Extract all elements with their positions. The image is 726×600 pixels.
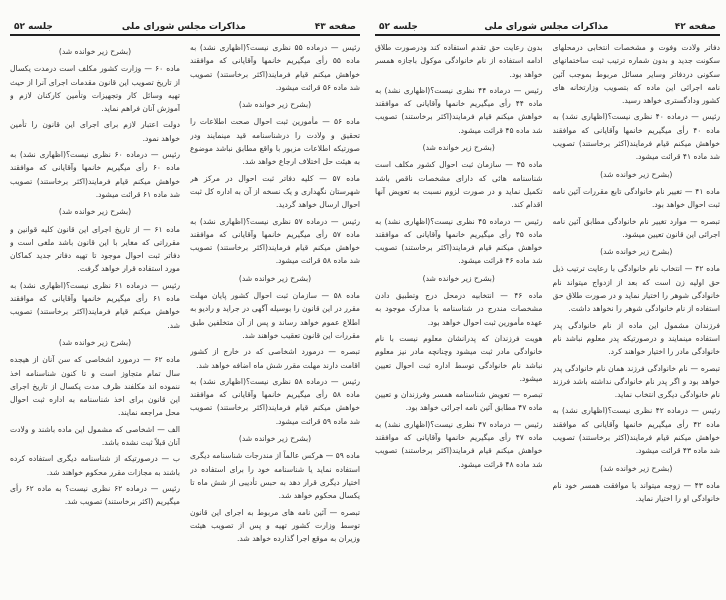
publication-title: مذاکرات مجلس شورای ملی	[484, 22, 609, 32]
page-header	[375, 22, 720, 36]
paragraph: ماده ۴۲ — انتخاب نام خانوادگی با رعایت ترتیب ذیل حق اولیه زن است که بعد از ازدواج میتواند نام خانوادگی شوهر را اختیار نماید و در صورت طلاق حق استفاده از نام خانوادگی شوهر را نخواهد داشت.	[552, 264, 720, 314]
paragraph: ماده ۴۱ — تغییر نام خانوادگی تابع مقررات آئین نامه ثبت احوال خواهد بود.	[552, 186, 720, 210]
reading-note: (بشرح زیر خوانده شد)	[238, 100, 312, 110]
page-header	[10, 22, 360, 36]
paragraph: تبصره — نام خانوادگی فرزند همان نام خانوادگی پدر خواهد بود و اگر پدر نام خانوادگی نداشته باشد فرزند نام خانوادگی دیگری انتخاب نماید.	[552, 363, 720, 400]
paragraph: رئیس — درماده ۵۷ نظری نیست؟(اظهاری نشد) به ماده ۵۷ رأی میگیریم خانمها وآقایانی که موافقند خواهش میکنم قیام فرمایند(اکثر برخاستند) تصویب شد ماده ۵۸ قرائت میشود.	[190, 216, 360, 266]
paragraph: تبصره — درمورد اشخاصی که در خارج از کشور اقامت دارند مهلت مقرر شش ماه اضافه خواهد شد.	[190, 347, 360, 370]
left-page	[10, 22, 360, 592]
paragraph: ماده ۵۷ — کلیه دفاتر ثبت احوال در مرکز هر شهرستان نگهداری و یک نسخه از آن به اداره کل ثبت احوال ارسال خواهد گردید.	[190, 173, 360, 210]
paragraph: دفاتر ولادت وفوت و مشخصات انتخابی درمحلهای سکونت جدید و بدون شماره ترتیب ثبت ساختمانهای سکونی دردفاتر وسایر مسائل مربوط بموجب آئین نامه اجرائی این ماده که بتصویب وزارتخانه های کشور ودادگستری خواهد رسید.	[552, 43, 720, 106]
paragraph: تبصره — آئین نامه های مربوط به اجرای این قانون توسط وزارت کشور تهیه و پس از تصویب هیئت وزیران به موقع اجرا گذارده خواهد شد.	[190, 507, 360, 544]
paragraph: تبصره — تعویض شناسنامه همسر وفرزندان و تعیین ماده ۴۷ مطابق آئین نامه اجرائی خواهد بود.	[375, 390, 543, 413]
paragraph: فرزندان مشمول این ماده از نام خانوادگی پدر استفاده مینمایند و درصورتیکه پدر معلوم نباشد نام خانوادگی مادر را اختیار خواهند کرد.	[552, 320, 720, 357]
reading-note: (بشرح زیر خوانده شد)	[238, 434, 312, 444]
paragraph: رئیس — درماده ۶۲ نظری نیست؟ به ماده ۶۲ رأی میگیریم (اکثر برخاستند) تصویب شد.	[10, 483, 180, 507]
paragraph: رئیس — درماده ۴۲ نظری نیست؟(اظهاری نشد) به ماده ۴۲ رأی میگیریم خانمها وآقایانی که موافقند خواهش میکنم قیام فرمایند(اکثر برخاستند) تصویب شد ماده ۴۳ قرائت میشود.	[552, 406, 720, 456]
reading-note: (بشرح زیر خوانده شد)	[600, 247, 673, 257]
paragraph: ماده ۶۰ — وزارت کشور مکلف است درمدت یکسال از تاریخ تصویب این قانون مقدمات اجرای آنرا از حیث تهیه وسائل کار وتجهیزات وتأمین کارکنان لازم و آموزش آنان فراهم نماید.	[10, 64, 180, 114]
paragraph: ماده ۴۶ — انتخابیه درمحل درج وتطبیق دادن مشخصات مندرج در شناسنامه با مدارک موجود به عهده مأمورین ثبت احوال خواهد بود.	[375, 291, 543, 327]
paragraph: رئیس — درماده ۴۷ نظری نیست؟(اظهاری نشد) به ماده ۴۷ رأی میگیریم خانمها وآقایانی که موافقند خواهش میکنم قیام فرمایند(اکثر برخاستند) تصویب شد ماده ۴۸ قرائت میشود.	[375, 419, 543, 469]
reading-note: (بشرح زیر خوانده شد)	[58, 337, 132, 347]
paragraph: تبصره — موارد تغییر نام خانوادگی مطابق آئین نامه اجرائی این قانون تعیین میشود.	[552, 216, 720, 239]
publication-title: مذاکرات مجلس شورای ملی	[121, 22, 246, 32]
paragraph: ماده ۵۶ — مأمورین ثبت احوال صحت اطلاعات را تحقیق و ولادت را درشناسنامه قید مینمایند ودر صورتیکه اطلاعات مزبور با واقع مطابق نباشد موضوع به هیئت حل اختلاف ارجاع خواهد شد.	[190, 117, 360, 167]
session-number: جلسه ۵۲	[14, 22, 53, 32]
reading-note: (بشرح زیر خوانده شد)	[422, 273, 495, 283]
text-column	[190, 41, 360, 581]
page-number: صفحه ۴۳	[314, 22, 356, 32]
page-number: صفحه ۴۲	[674, 22, 716, 32]
text-column	[553, 41, 721, 581]
paragraph: ماده ۶۱ — از تاریخ اجرای این قانون کلیه قوانین و مقرراتی که مغایر با این قانون باشد ملغی است و دفاتر ثبت احوال موجود تا تهیه دفاتر جدید کماکان مورد استفاده قرار خواهد گرفت.	[10, 224, 180, 274]
reading-note: (بشرح زیر خوانده شد)	[422, 143, 495, 153]
paragraph: الف — اشخاصی که مشمول این ماده باشند و ولادت آنان قبلاً ثبت نشده باشد.	[10, 424, 180, 448]
paragraph: ماده ۶۲ — درمورد اشخاصی که سن آنان از هیجده سال تمام متجاوز است و تا کنون شناسنامه اخذ ننموده اند مکلفند ظرف مدت یکسال از تاریخ اجرای این قانون برای اخذ شناسنامه به اداره ثبت احوال محل مراجعه نمایند.	[10, 355, 180, 418]
reading-note: (بشرح زیر خوانده شد)	[238, 273, 312, 283]
reading-note: (بشرح زیر خوانده شد)	[600, 169, 673, 179]
session-number: جلسه ۵۲	[379, 22, 418, 32]
paragraph: رئیس — درماده ۶۱ نظری نیست؟(اظهاری نشد) به ماده ۶۱ رأی میگیریم خانمها وآقایانی که موافقند خواهش میکنم قیام فرمایند(اکثر برخاستند) تصویب شد.	[10, 280, 180, 330]
paragraph: دولت اعتبار لازم برای اجرای این قانون را تأمین خواهد نمود.	[10, 120, 180, 143]
paragraph: ماده ۴۵ — سازمان ثبت احوال کشور مکلف است شناسنامه هائی که دارای مشخصات ناقص باشد تکمیل نماید و در صورت لزوم نسبت به تعویض آنها اقدام کند.	[375, 160, 543, 210]
paragraph: رئیس — درماده ۴۴ نظری نیست؟(اظهاری نشد) به ماده ۴۴ رأی میگیریم خانمها وآقایانی که موافقند خواهش میکنم قیام فرمایند(اکثر برخاستند) تصویب شد ماده ۴۵ قرائت میشود.	[375, 85, 543, 135]
paragraph: رئیس — درماده ۴۵ نظری نیست؟(اظهاری نشد) به ماده ۴۵ رأی میگیریم خانمها وآقایانی که موافقند خواهش میکنم قیام فرمایند(اکثر برخاستند) تصویب شد ماده ۴۶ قرائت میشود.	[375, 216, 543, 266]
reading-note: (بشرح زیر خوانده شد)	[58, 207, 132, 217]
paragraph: ماده ۵۸ — سازمان ثبت احوال کشور پایان مهلت مقرر در این قانون را بوسیله آگهی در جراید و رادیو به اطلاع عموم خواهد رساند و پس از آن متخلفین طبق مقررات این قانون تعقیب خواهند شد.	[190, 291, 360, 340]
text-column	[10, 41, 180, 581]
paragraph: هویت فرزندان که پدرانشان معلوم نیست با نام خانوادگی مادر ثبت میشود وچنانچه مادر نیز معلوم نباشد نام خانوادگی توسط اداره ثبت احوال تعیین میشود.	[375, 333, 543, 383]
text-column	[375, 41, 543, 581]
paragraph: رئیس — درماده ۵۵ نظری نیست؟(اظهاری نشد) به ماده ۵۵ رأی میگیریم خانمها وآقایانی که موافقند خواهش میکنم قیام فرمایند(اکثر برخاستند) تصویب شد ماده ۵۶ قرائت میشود.	[190, 43, 360, 92]
paragraph: بدون رعایت حق تقدم استفاده کند ودرصورت طلاق ادامه استفاده از نام خانوادگی موکول باجازه همسر خواهد بود.	[375, 43, 543, 79]
right-page	[375, 22, 720, 592]
paragraph: ماده ۵۹ — هرکس عالماً از مندرجات شناسنامه دیگری استفاده نماید یا شناسنامه خود را برای استفاده در اختیار دیگری قرار دهد به حبس تأدیبی از شش ماه تا یکسال محکوم خواهد شد.	[190, 451, 360, 501]
paragraph: رئیس — درماده ۴۰ نظری نیست؟(اظهاری نشد) به ماده ۴۰ رأی میگیریم خانمها وآقایانی که موافقند خواهش میکنم قیام فرمایند(اکثر برخاستند) تصویب شد ماده ۴۱ قرائت میشود.	[552, 112, 720, 162]
reading-note: (بشرح زیر خوانده شد)	[58, 47, 132, 56]
paragraph: ب — درصورتیکه از شناسنامه دیگری استفاده کرده باشند به مجازات مقرر محکوم خواهند شد.	[10, 454, 180, 477]
paragraph: ماده ۴۳ — زوجه میتواند با موافقت همسر خود نام خانوادگی او را اختیار نماید.	[552, 480, 720, 504]
reading-note: (بشرح زیر خوانده شد)	[600, 463, 673, 473]
paragraph: رئیس — درماده ۶۰ نظری نیست؟(اظهاری نشد) به ماده ۶۰ رأی میگیریم خانمها وآقایانی که موافقند خواهش میکنم قیام فرمایند(اکثر برخاستند) تصویب شد ماده ۶۱ قرائت میشود.	[10, 150, 180, 199]
paragraph: رئیس — درماده ۵۸ نظری نیست؟(اظهاری نشد) به ماده ۵۸ رأی میگیریم خانمها وآقایانی که موافقند خواهش میکنم قیام فرمایند(اکثر برخاستند) تصویب شد ماده ۵۹ قرائت میشود.	[190, 376, 360, 426]
